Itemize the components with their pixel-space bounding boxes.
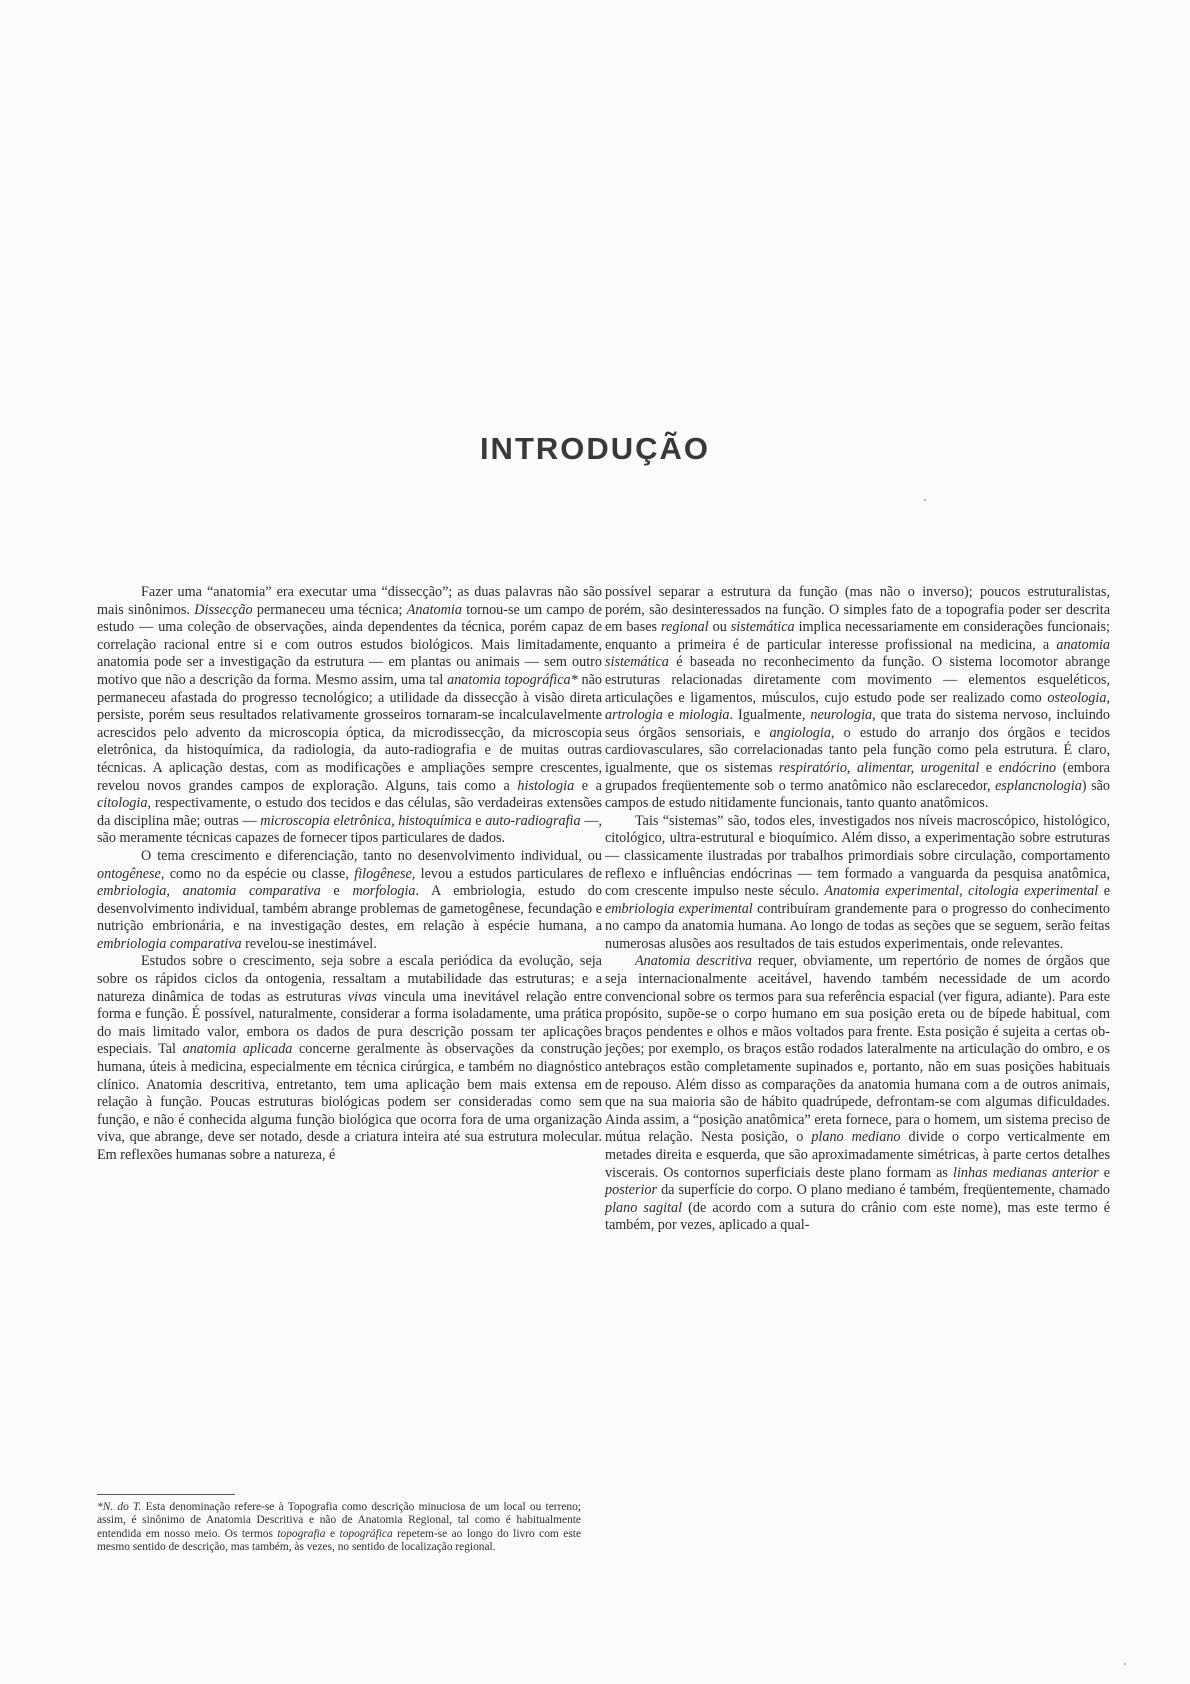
text-run: O tema crescimento e diferenciação, tanto no desenvolvimento individual, ou [141,847,602,864]
text-run: , respectivamente, o estudo dos tecidos e das células, são verdadeiras extensões da disciplina mãe; outras — [97,795,602,829]
text-run: Fazer uma “anatomia” era executar uma “dissecção”; as duas palavras não são mais sinônimos. [97,584,602,618]
text-run: e [1098,1164,1110,1181]
text-run: (embora grupados freqüentemente sob o termo anatômico não esclarecedor, [605,759,1110,794]
italic-term: ontogênese [97,865,161,882]
scan-speck [924,499,926,501]
text-run: tornou-se um campo de estudo — uma coleção de observações, ainda dependentes da técnica, porém capaz de correlação racional entre si e com outros estudos biológicos. Mais limitadamente, anatomia pode ser a investigação da estrutura — em plantas ou animais — sem outro motivo que não a descrição da forma. Mesmo assim, uma tal [97,601,602,688]
text-run: e [325,1527,340,1540]
text-run: Tais “sistemas” são, todos eles, investigados nos níveis macroscópico, histológico, citológico, ultra-estrutural e bioquímico. Além disso, a experimentação sobre estruturas — classicamente ilustradas por trabalhos primordiais sobre circulação, comportamento reflexo e influências endócrinas — tem formado a vanguarda da pesquisa anatômica, com crescente impulso neste século. [605,812,1110,900]
italic-term: miologia [679,707,730,724]
text-run: e [471,812,486,829]
text-run: repetem-se ao longo do livro com este mesmo sentido de descrição, mas também, às vezes, no sentido de localização regional. [97,1527,581,1553]
text-run: revelou-se inestimável. [241,935,377,952]
text-run: Esta denominação refere-se à Topografia como descrição minuciosa de um local ou terreno; assim, é sinônimo de Anatomia Descritiva e não de Anatomia Regional, tal como é habitualmente entendida em nosso meio. Os termos [97,1501,581,1540]
text-run: requer, obviamente, um repertório de nomes de órgãos que seja internacionalmente aceitável, havendo também necessidade de um acordo convencional sobre os termos para sua referência espacial (ver figura, adiante). Para este propósito, supõe-se o corpo humano em sua posição ereta ou de bípede habitual, com braços pendentes e olhos e mãos voltados para frente. Esta posição é sujeita a certas objeções; por exemplo, os braços estão rodados lateralmente na articulação do ombro, e os antebraços estão completamente supinados e, portanto, não em suas posições habituais de repouso. Além disso as comparações da anatomia humana com a de outros animais, que na sua maioria são de hábito quadrúpede, defrontam-se com algumas dificuldades. Ainda assim, a “posição anatômica” ereta fornece, para o homem, um sistema preciso de mútua relação. Nesta posição, o [605,953,1110,1146]
italic-term: anatomia aplicada [182,1041,293,1058]
text-run: possível separar a estrutura da função (mas não o inverso); poucos estruturalistas, porém, são desinteressados na função. O simples fato de a topografia poder ser descrita em bases [605,584,1110,636]
text-run: da superfície do corpo. O plano mediano é também, freqüentemente, chamado [657,1182,1110,1199]
italic-term: embriologia experimental [605,900,753,917]
footnote [97,1501,581,1554]
text-run: contribuíram grandemente para o progresso do conhecimento no campo da anatomia humana. Ao longo de todas as seções que se seguem, serão feitas numerosas alusões aos resultados de tais estudos experimentais, onde relevantes. [605,900,1110,952]
paragraph [605,584,1110,813]
italic-term: respiratório, alimentar, urogenital [778,759,980,776]
left-column [97,584,602,1165]
italic-term: Anatomia experimental, citologia experimental [824,883,1099,900]
text-run: não permaneceu afastada do progresso tecnológico; a utilidade da dissecção à visão direta persiste, porém seus resultados relativamente grosseiros tornaram-se incalculavelmente acrescidos pelo advento da microscopia óptica, da microdissecção, da microscopia eletrônica, da histoquímica, da radiologia, da auto-radiografia e de muitas outras técnicas. A aplicação destas, com as modificações e ampliações sempre crescentes, revelou novos grandes campos de exploração. Alguns, tais como a [97,671,602,794]
page-title: INTRODUÇÃO [479,431,711,466]
italic-term: morfologia [352,883,416,900]
right-column [605,584,1110,1235]
italic-term: anatomia sistemática [605,636,1110,671]
paragraph [97,584,602,848]
italic-term: regional [661,619,709,636]
text-run: , como no da espécie ou classe, [160,865,355,882]
italic-term: endócrino [998,759,1057,776]
text-run: , levou a estudos particulares de [411,865,602,882]
paragraph [97,848,602,954]
italic-term: Anatomia [406,601,462,618]
footnote-rule [97,1494,235,1495]
italic-term: vivas [347,988,377,1005]
text-run: divide o corpo verticalmente em metades direita e esquerda, que são aproximadamente simétricas, à parte certos detalhes viscerais. Os contornos superficiais deste plano formam as [605,1129,1110,1181]
text-run: concerne geralmente às observações da construção humana, úteis à medicina, especialmente em técnica cirúrgica, e também no diagnóstico clínico. Anatomia descritiva, entretanto, tem uma aplicação bem mais extensa em relação à função. Poucas estruturas biológicas podem ser consideradas como sem função, e não é conhecida alguma função biológica que ocorra fora de uma organização viva, que abrange, deve ser notado, desde a criatura inteira até sua estrutura molecular. Em reflexões humanas sobre a natureza, é [97,1041,603,1163]
italic-term: Anatomia descritiva [635,953,753,970]
italic-term: embriologia comparativa [97,935,242,952]
text-run: , o estudo do arranjo dos órgãos e tecidos cardiovasculares, são correlacionadas tanto pela função como pela estrutura. É claro, igualmente, que os sistemas [605,724,1110,776]
text-run: é baseada no reconhecimento da função. O sistema locomotor abrange estruturas relacionadas diretamente com movimento — elementos esqueléticos, articulações e ligamentos, músculos, cujo estudo pode ser realizado como [605,654,1110,706]
italic-term: citologia [97,795,148,812]
scan-speck [1124,1663,1126,1665]
text-run: , que trata do sistema nervoso, incluindo seus órgãos sensoriais, e [605,707,1110,741]
text-run: —, são meramente técnicas capazes de fornecer tipos particulares de dados. [97,812,602,847]
italic-term: Dissecção [194,601,253,618]
italic-term: filogênese [354,865,412,882]
italic-term: histologia [517,777,575,794]
text-run: e [979,759,999,776]
text-run: implica necessariamente em considerações funcionais; enquanto a primeira é de particular interesse profissional na medicina, a [605,619,1110,653]
italic-term: microscopia eletrônica, histoquímica [260,812,472,829]
italic-term: posterior [605,1182,658,1199]
text-run: e [1098,883,1110,900]
italic-term: plano mediano [811,1129,901,1146]
italic-term: auto-radiografia [485,812,581,829]
paragraph [605,953,1110,1235]
italic-term: topográfica [339,1527,393,1540]
text-run: e [320,883,353,900]
italic-term: plano sagital [605,1199,683,1216]
paragraph [97,953,602,1164]
italic-term: neurologia [810,707,873,724]
text-run: vincula uma inevitável relação entre forma e função. É possível, naturalmente, considerar a forma isoladamente, uma prática do mais limitado valor, embora os dados de pura descrição possam ter aplicações especiais. Tal [97,988,602,1058]
paragraph [605,813,1110,954]
text-run: Estudos sobre o crescimento, seja sobre a escala periódica da evolução, seja sobre os rápidos ciclos da ontogenia, ressaltam a mutabilidade das estruturas; e a natureza dinâmica de todas as estruturas [97,953,602,1005]
text-run: . Igualmente, [729,707,811,724]
text-run: ou [708,619,731,636]
italic-term: embriologia, anatomia comparativa [97,883,321,900]
text-run: e a [574,777,602,794]
italic-term: anatomia topográfica* [447,671,578,688]
text-run: . A embriologia, estudo do desenvolvimento individual, também abrange problemas de gametogênese, fecundação e nutrição embrionária, e na investigação destes, em relação à espécie humana, a [97,883,602,935]
italic-term: esplancnologia [995,777,1082,794]
italic-term: topografia [277,1527,326,1540]
italic-term: sistemática [730,619,795,636]
italic-term: *N. do T. [97,1501,142,1513]
italic-term: linhas medianas anterior [953,1164,1099,1181]
text-run: permaneceu uma técnica; [252,601,407,618]
italic-term: angiologia [769,724,831,741]
text-run: (de acordo com a sutura do crânio com este nome), mas este termo é também, por vezes, aplicado a qual- [605,1199,1110,1234]
text-run: e [662,707,680,724]
text-run: ) são campos de estudo nitidamente funcionais, tanto quanto anatômicos. [605,777,1110,812]
italic-term: osteologia, artrologia [605,689,1110,724]
